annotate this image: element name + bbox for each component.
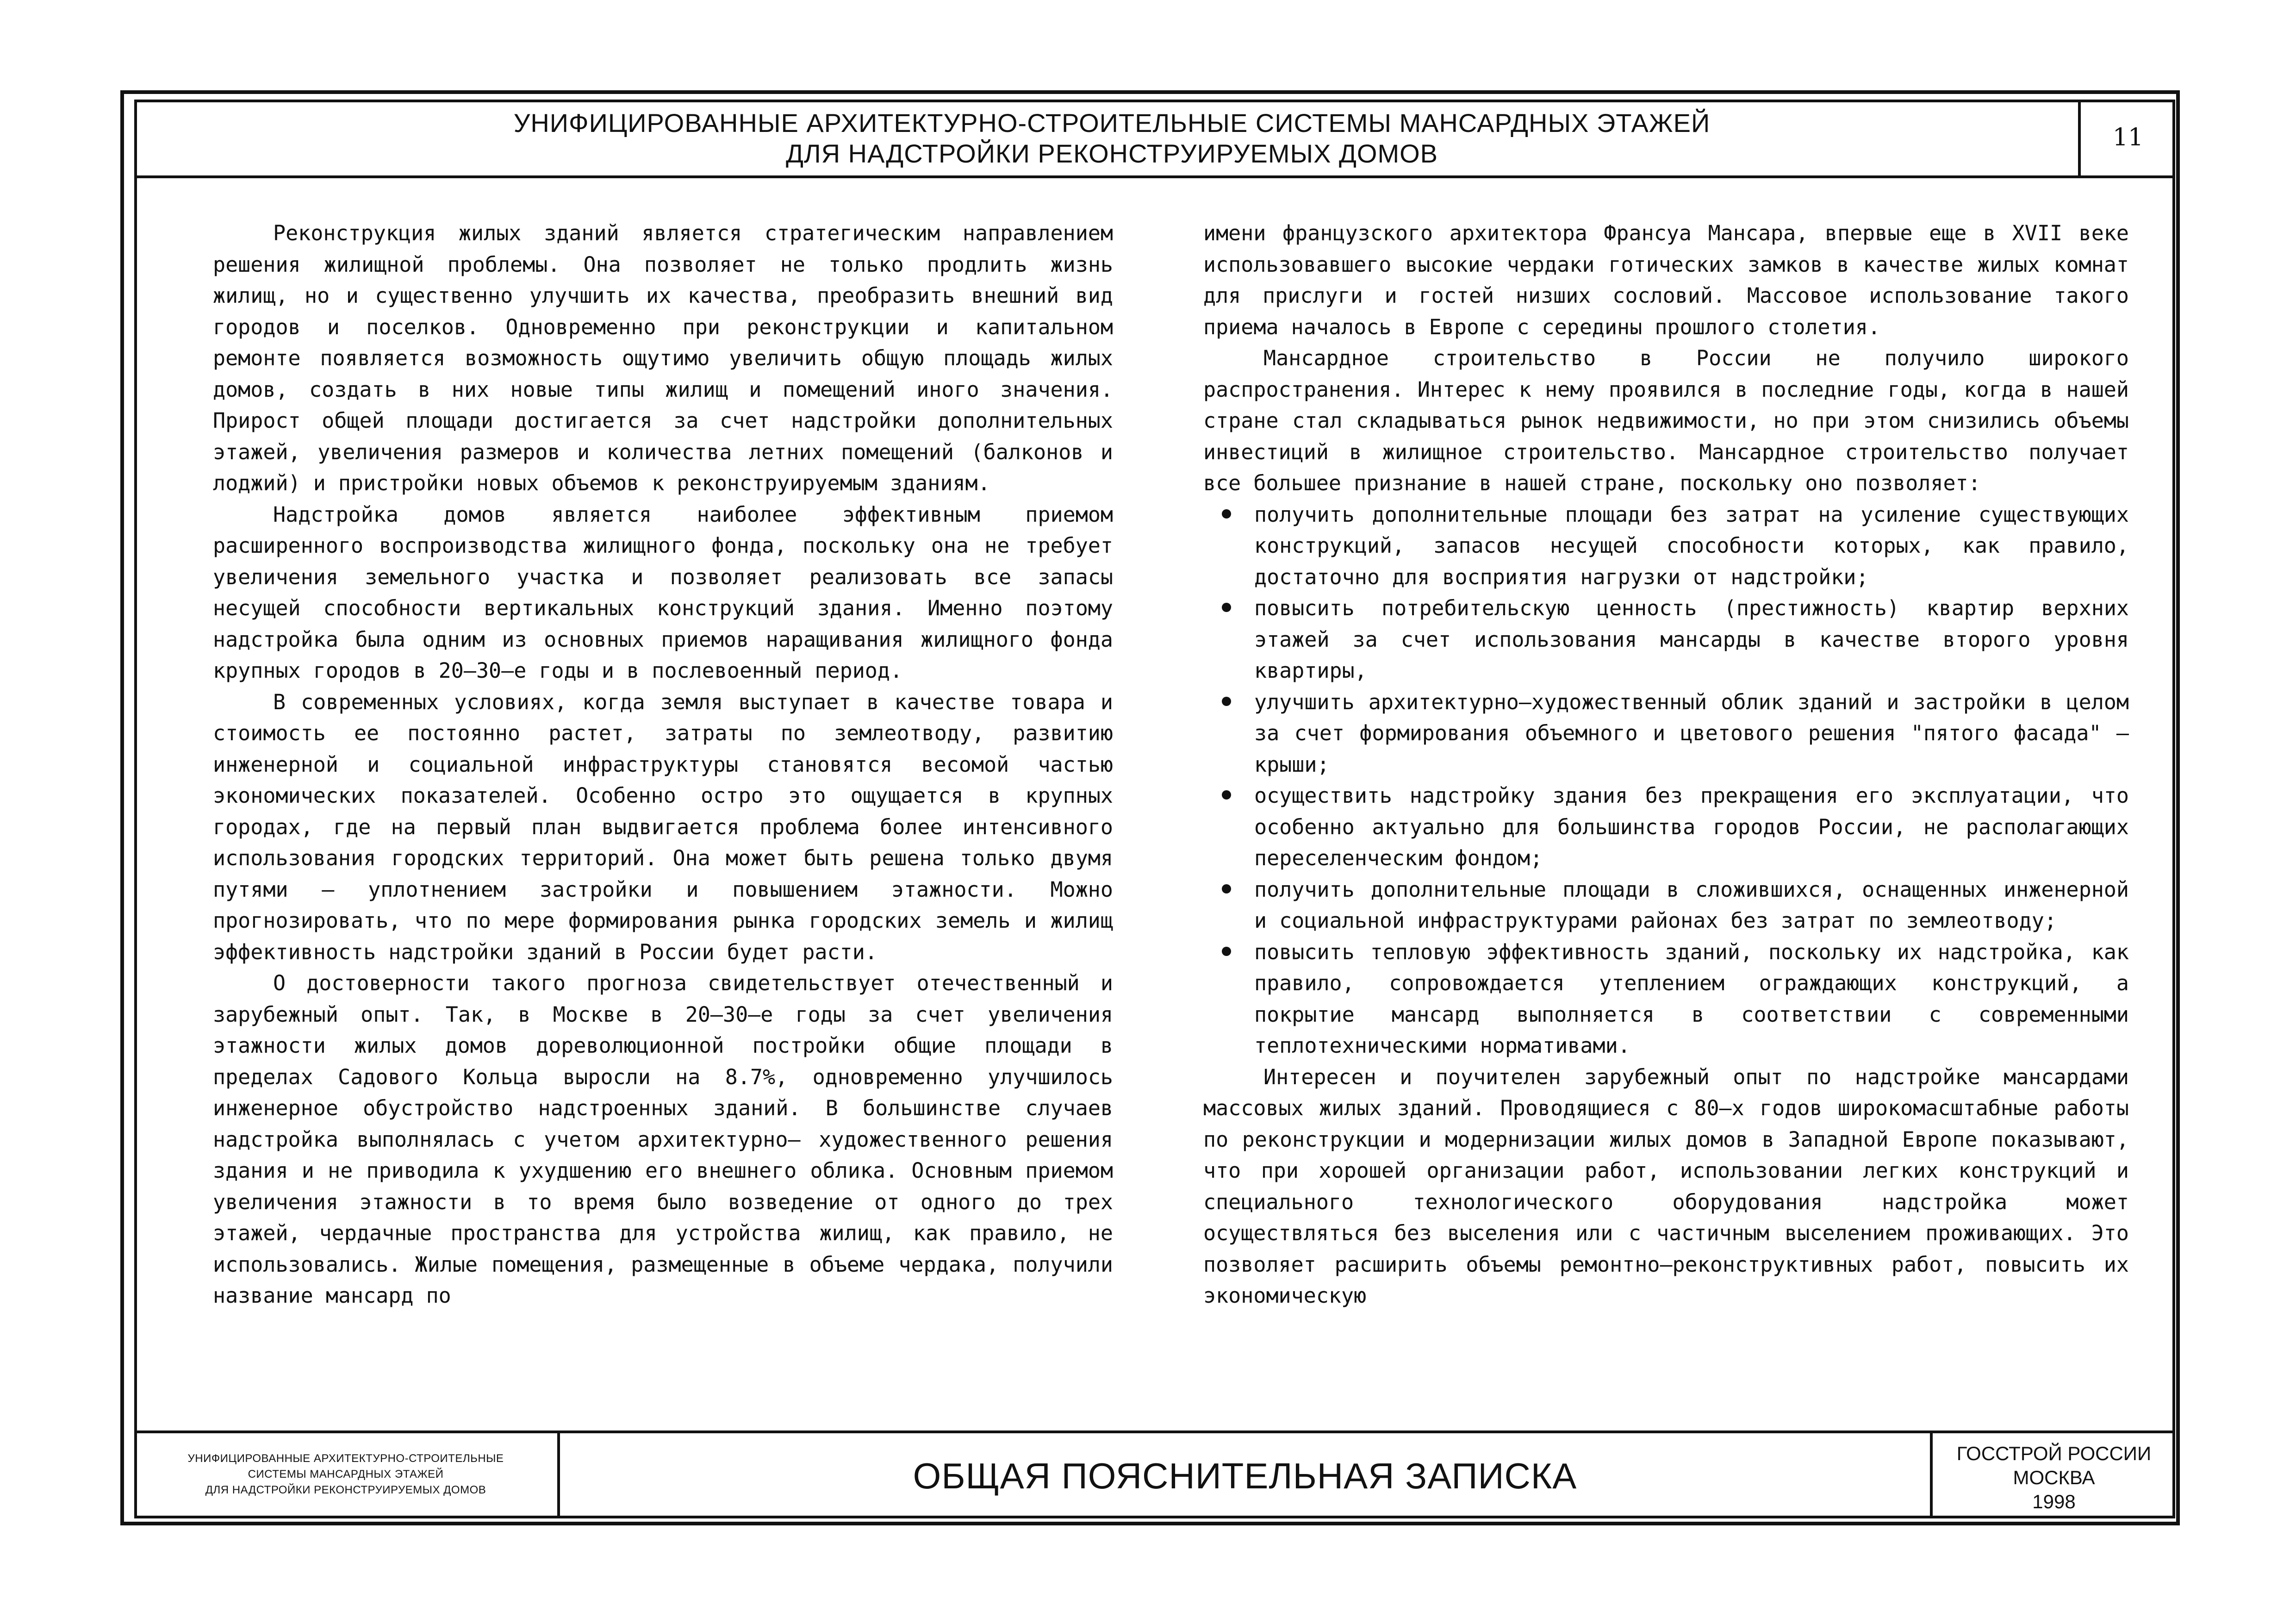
- list-item-text: осуществить надстройку здания без прекращения его эксплуатации, что особенно актуально для большинства городов России, не располагающих переселенческим фондом;: [1254, 783, 2129, 870]
- paragraph: Мансардное строительство в России не получило широкого распространения. Интерес к нему проявился в последние годы, когда в нашей стране стал складываться рынок недвижимости, но при этом снизились объемы инвестиций в жилищное строительство. Мансардное строительство получает все большее признание в нашей стране, поскольку оно позволяет:: [1203, 346, 2129, 495]
- bullet-dot-icon: [1222, 603, 1231, 612]
- bullet-dot-icon: [1222, 509, 1231, 518]
- footer-series-line-3: ДЛЯ НАДСТРОЙКИ РЕКОНСТРУИРУЕМЫХ ДОМОВ: [205, 1484, 486, 1496]
- text-column-right: [1203, 218, 2129, 1312]
- bullet-dot-icon: [1222, 697, 1231, 706]
- paragraph: Реконструкция жилых зданий является стратегическим направлением решения жилищной проблемы. Она позволяет не только продлить жизнь жилищ, но и существенно улучшить их качества, преобразить внешний вид городов и поселков. Одновременно при реконструкции и капитальном ремонте появляется возможность ощутимо увеличить общую площадь жилых домов, создать в них новые типы жилищ и помещений иного значения. Прирост общей площади достигается за счет надстройки дополнительных этажей, увеличения размеров и количества летних помещений (балконов и лоджий) и пристройки новых объемов к реконструируемым зданиям.: [213, 221, 1113, 495]
- bullet-dot-icon: [1222, 790, 1231, 800]
- footer-series-line-2: СИСТЕМЫ МАНСАРДНЫХ ЭТАЖЕЙ: [248, 1468, 444, 1480]
- list-item-text: повысить потребительскую ценность (престижность) квартир верхних этажей за счет использования мансарды в качестве второго уровня квартиры,: [1254, 596, 2129, 683]
- list-item: [1203, 937, 2129, 1062]
- benefits-list: [1203, 499, 2129, 1062]
- title-block-header: [134, 100, 2175, 178]
- list-item-text: получить дополнительные площади без затрат на усиление существующих конструкций, запасов несущей способности которых, как правило, достаточно для восприятия нагрузки от надстройки;: [1254, 502, 2129, 589]
- page-number-cell: [2078, 100, 2175, 175]
- list-item: [1203, 593, 2129, 687]
- list-item: [1203, 499, 2129, 593]
- paragraph: В современных условиях, когда земля выступает в качестве товара и стоимость ее постоянно растет, затраты по землеотводу, развитию инженерной и социальной инфраструктуры становятся весомой частью экономических показателей. Особенно остро это ощущается в крупных городах, где на первый план выдвигается проблема более интенсивного использования городских территорий. Она может быть решена только двумя путями – уплотнением застройки и повышением этажности. Можно прогнозировать, что по мере формирования рынка городских земель и жилищ эффективность надстройки зданий в России будет расти.: [213, 689, 1113, 964]
- list-item: [1203, 780, 2129, 874]
- list-item: [1203, 874, 2129, 937]
- document-title: [134, 108, 2090, 169]
- footer-series-line-1: УНИФИЦИРОВАННЫЕ АРХИТЕКТУРНО-СТРОИТЕЛЬНЫЕ: [187, 1452, 504, 1465]
- title-block-footer: [134, 1430, 2175, 1518]
- bullet-dot-icon: [1222, 947, 1231, 956]
- bullet-dot-icon: [1222, 884, 1231, 893]
- list-item-text: получить дополнительные площади в сложившихся, оснащенных инженерной и социальной инфраструктурами районах без затрат по землеотводу;: [1254, 877, 2129, 933]
- paragraph: Надстройка домов является наиболее эффективным приемом расширенного воспроизводства жилищного фонда, поскольку она не требует увеличения земельного участка и позволяет реализовать все запасы несущей способности вертикальных конструкций здания. Именно поэтому надстройка была одним из основных приемов наращивания жилищного фонда крупных городов в 20–30–е годы и в послевоенный период.: [213, 502, 1113, 683]
- list-item: [1203, 687, 2129, 781]
- page-number: 11: [2112, 124, 2144, 151]
- footer-organization-cell: [1930, 1433, 2175, 1518]
- document-year: 1998: [2032, 1491, 2076, 1512]
- organization-name: ГОССТРОЙ РОССИИ: [1956, 1443, 2152, 1464]
- footer-series-cell: [134, 1433, 560, 1518]
- document-title-line-1: УНИФИЦИРОВАННЫЕ АРХИТЕКТУРНО-СТРОИТЕЛЬНЫЕ СИСТЕМЫ МАНСАРДНЫХ ЭТАЖЕЙ: [513, 108, 1711, 137]
- paragraph: О достоверности такого прогноза свидетельствует отечественный и зарубежный опыт. Так, в Москве в 20–30–е годы за счет увеличения этажности жилых домов дореволюционной постройки общие площади в пределах Садового Кольца выросли на 8.7%, одновременно улучшилось инженерное обустройство надстроенных зданий. В большинстве случаев надстройка выполнялась с учетом архитектурно– художественного решения здания и не приводила к ухудшению его внешнего облика. Основным приемом увеличения этажности в то время было возведение от одного до трех этажей, чердачные пространства для устройства жилищ, как правило, не использовались. Жилые помещения, размещенные в объеме чердака, получили название мансард по: [213, 971, 1113, 1308]
- text-column-left: [213, 218, 1113, 1312]
- sheet-title: ОБЩАЯ ПОЯСНИТЕЛЬНАЯ ЗАПИСКА: [913, 1455, 1577, 1496]
- document-title-line-2: ДЛЯ НАДСТРОЙКИ РЕКОНСТРУИРУЕМЫХ ДОМОВ: [785, 139, 1438, 168]
- paragraph: имени французского архитектора Франсуа Мансара, впервые еще в XVII веке использовавшего высокие чердаки готических замков в качестве жилых комнат для прислуги и гостей низших сословий. Массовое использование такого приема началось в Европе с середины прошлого столетия.: [1203, 221, 2129, 339]
- list-item-text: улучшить архитектурно–художественный облик зданий и застройки в целом за счет формирования объемного и цветового решения "пятого фасада" – крыши;: [1254, 689, 2129, 777]
- paragraph: Интересен и поучителен зарубежный опыт по надстройке мансардами массовых жилых зданий. Проводящиеся с 80–х годов широкомасштабные работы по реконструкции и модернизации жилых домов в Западной Европе показывают, что при хорошей организации работ, использовании легких конструкций и специального технологического оборудования надстройка может осуществляться без выселения или с частичным выселением проживающих. Это позволяет расширить объемы ремонтно–реконструктивных работ, повысить их экономическую: [1203, 1064, 2129, 1308]
- list-item-text: повысить тепловую эффективность зданий, поскольку их надстройка, как правило, сопровождается утеплением ограждающих конструкций, а покрытие мансард выполняется в соответствии с современными теплотехническими нормативами.: [1254, 939, 2129, 1058]
- organization-city: МОСКВА: [2013, 1467, 2095, 1488]
